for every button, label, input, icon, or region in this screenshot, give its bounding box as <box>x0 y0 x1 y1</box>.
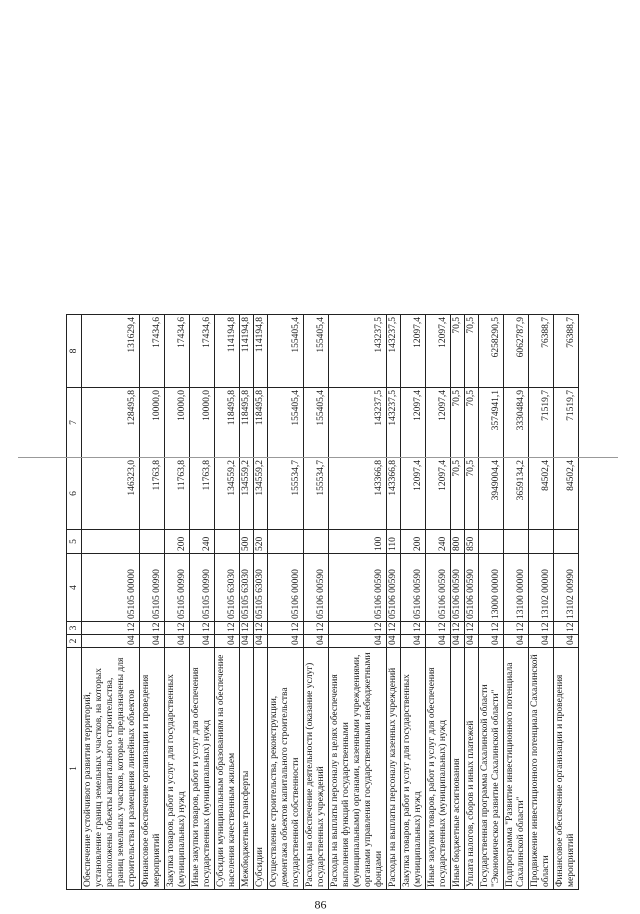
expense-type-code: 200 <box>401 530 426 554</box>
amount-col6: 11763,8 <box>190 458 215 530</box>
amount-col7: 118495,8 <box>240 388 254 458</box>
target-article-code: 13102 00990 <box>554 554 579 622</box>
row-name: Осуществление строительства, реконструкции, демонтажа объектов капитального строительства государственной собственности <box>268 648 304 890</box>
target-article-code: 05106 00590 <box>387 554 401 622</box>
row-name: Подпрограмма "Развитие инвестиционного потенциала Сахалинской области" <box>504 648 529 890</box>
target-article-code: 13000 00000 <box>479 554 504 622</box>
amount-col7: 10000,0 <box>140 388 165 458</box>
row-name: Расходы на выплаты персоналу в целях обеспечения выполнения функций государственными (муниципальными) органами, казенными учреждениями, органами управления государственными внебюджетными фондами <box>329 648 387 890</box>
section-code: 04 <box>529 635 554 648</box>
section-code: 04 <box>387 635 401 648</box>
target-article-code: 13100 00000 <box>504 554 529 622</box>
expense-type-code: 200 <box>165 530 190 554</box>
table-row <box>140 315 165 890</box>
amount-col6: 134559,2 <box>215 458 240 530</box>
row-name: Обеспечение устойчивого развития территорий, установление границ земельных участков, на которых расположены объекты капитального строительства, границ земельных участков, которые предназначены для строительства и размещения линейных объектов <box>82 648 140 890</box>
header-cell: 5 <box>67 530 82 554</box>
row-name: Субсидии муниципальным образованиям на обеспечение населения качественным жильем <box>215 648 240 890</box>
row-name: Иные закупки товаров, работ и услуг для обеспечения государственных (муниципальных) нужд <box>190 648 215 890</box>
page-number: 86 <box>314 897 326 912</box>
subsection-code: 12 <box>254 622 268 635</box>
amount-col7: 155405,4 <box>268 388 304 458</box>
target-article-code: 05106 00590 <box>329 554 387 622</box>
table-row <box>401 315 426 890</box>
section-code: 04 <box>82 635 140 648</box>
expense-type-code: 110 <box>387 530 401 554</box>
amount-col8: 12097,4 <box>401 315 426 388</box>
amount-col7: 70,5 <box>465 388 479 458</box>
target-article-code: 13102 00000 <box>529 554 554 622</box>
section-code: 04 <box>240 635 254 648</box>
amount-col7: 12097,4 <box>426 388 451 458</box>
section-code: 04 <box>451 635 465 648</box>
table-row <box>529 315 554 890</box>
target-article-code: 05105 63030 <box>254 554 268 622</box>
amount-col6: 70,5 <box>465 458 479 530</box>
amount-col6: 3949004,4 <box>479 458 504 530</box>
section-code: 04 <box>254 635 268 648</box>
amount-col8: 114194,8 <box>254 315 268 388</box>
section-code: 04 <box>504 635 529 648</box>
expense-type-code <box>554 530 579 554</box>
section-code: 04 <box>554 635 579 648</box>
target-article-code: 05106 00590 <box>451 554 465 622</box>
amount-col8: 6062787,9 <box>504 315 529 388</box>
amount-col8: 114194,8 <box>215 315 240 388</box>
row-name: Расходы на выплаты персоналу казенных учреждений <box>387 648 401 890</box>
table-row <box>554 315 579 890</box>
amount-col8: 12097,4 <box>426 315 451 388</box>
row-name: Уплата налогов, сборов и иных платежей <box>465 648 479 890</box>
amount-col6: 134559,2 <box>240 458 254 530</box>
section-code: 04 <box>268 635 304 648</box>
amount-col8: 143237,5 <box>329 315 387 388</box>
table-row <box>426 315 451 890</box>
amount-col6: 70,5 <box>451 458 465 530</box>
target-article-code: 05105 00990 <box>190 554 215 622</box>
table-row <box>451 315 465 890</box>
row-name: Иные бюджетные ассигнования <box>451 648 465 890</box>
table-row <box>215 315 240 890</box>
expense-type-code <box>215 530 240 554</box>
amount-col6: 3659134,2 <box>504 458 529 530</box>
table-row <box>465 315 479 890</box>
amount-col6: 84502,4 <box>554 458 579 530</box>
section-code: 04 <box>465 635 479 648</box>
amount-col7: 71519,7 <box>529 388 554 458</box>
amount-col8: 70,5 <box>451 315 465 388</box>
expense-type-code: 500 <box>240 530 254 554</box>
header-cell: 7 <box>67 388 82 458</box>
subsection-code: 12 <box>329 622 387 635</box>
table-row <box>82 315 140 890</box>
amount-col8: 17434,6 <box>140 315 165 388</box>
header-cell: 8 <box>67 315 82 388</box>
expense-type-code <box>268 530 304 554</box>
expense-type-code: 520 <box>254 530 268 554</box>
table-row <box>268 315 304 890</box>
amount-col7: 10000,0 <box>165 388 190 458</box>
target-article-code: 05105 00000 <box>82 554 140 622</box>
section-code: 04 <box>426 635 451 648</box>
table-row <box>504 315 529 890</box>
header-cell: 6 <box>67 458 82 530</box>
section-code: 04 <box>140 635 165 648</box>
table-header-row <box>67 315 82 890</box>
expense-type-code <box>479 530 504 554</box>
amount-col7: 10000,0 <box>190 388 215 458</box>
subsection-code: 12 <box>304 622 329 635</box>
header-cell: 1 <box>67 648 82 890</box>
expense-type-code: 850 <box>465 530 479 554</box>
amount-col7: 143237,5 <box>387 388 401 458</box>
row-name: Закупка товаров, работ и услуг для государственных (муниципальных) нужд <box>401 648 426 890</box>
row-name: Государственная программа Сахалинской области "Экономическое развитие Сахалинской области" <box>479 648 504 890</box>
table-row <box>479 315 504 890</box>
subsection-code: 12 <box>479 622 504 635</box>
amount-col7: 70,5 <box>451 388 465 458</box>
header-cell: 3 <box>67 622 82 635</box>
amount-col7: 118495,8 <box>254 388 268 458</box>
amount-col8: 70,5 <box>465 315 479 388</box>
target-article-code: 05106 00590 <box>465 554 479 622</box>
target-article-code: 05106 00590 <box>426 554 451 622</box>
subsection-code: 12 <box>465 622 479 635</box>
section-code: 04 <box>215 635 240 648</box>
row-name: Расходы на обеспечение деятельности (оказание услуг) государственных учреждений <box>304 648 329 890</box>
subsection-code: 12 <box>268 622 304 635</box>
amount-col8: 114194,8 <box>240 315 254 388</box>
amount-col7: 143237,5 <box>329 388 387 458</box>
amount-col8: 6258290,5 <box>479 315 504 388</box>
amount-col8: 155405,4 <box>304 315 329 388</box>
target-article-code: 05105 63030 <box>215 554 240 622</box>
amount-col8: 17434,6 <box>165 315 190 388</box>
row-name: Финансовое обеспечение организации и проведения мероприятий <box>554 648 579 890</box>
expense-type-code <box>504 530 529 554</box>
amount-col6: 143366,8 <box>387 458 401 530</box>
expense-type-code: 800 <box>451 530 465 554</box>
row-name: Субсидии <box>254 648 268 890</box>
amount-col8: 155405,4 <box>268 315 304 388</box>
subsection-code: 12 <box>387 622 401 635</box>
fold-line <box>18 457 618 458</box>
amount-col7: 3574941,1 <box>479 388 504 458</box>
table-row <box>165 315 190 890</box>
expense-type-code: 240 <box>190 530 215 554</box>
amount-col6: 12097,4 <box>426 458 451 530</box>
subsection-code: 12 <box>165 622 190 635</box>
section-code: 04 <box>304 635 329 648</box>
budget-table-wrapper <box>66 314 579 890</box>
amount-col7: 128495,8 <box>82 388 140 458</box>
budget-table <box>66 314 579 890</box>
subsection-code: 12 <box>190 622 215 635</box>
row-name: Продвижение инвестиционного потенциала Сахалинской области <box>529 648 554 890</box>
amount-col7: 71519,7 <box>554 388 579 458</box>
table-row <box>387 315 401 890</box>
section-code: 04 <box>479 635 504 648</box>
amount-col6: 155534,7 <box>268 458 304 530</box>
subsection-code: 12 <box>240 622 254 635</box>
target-article-code: 05106 00590 <box>304 554 329 622</box>
amount-col8: 17434,6 <box>190 315 215 388</box>
target-article-code: 05105 63030 <box>240 554 254 622</box>
amount-col6: 143366,8 <box>329 458 387 530</box>
expense-type-code <box>529 530 554 554</box>
subsection-code: 12 <box>215 622 240 635</box>
row-name: Межбюджетные трансферты <box>240 648 254 890</box>
amount-col7: 3330484,9 <box>504 388 529 458</box>
subsection-code: 12 <box>401 622 426 635</box>
section-code: 04 <box>401 635 426 648</box>
section-code: 04 <box>329 635 387 648</box>
section-code: 04 <box>165 635 190 648</box>
table-row <box>304 315 329 890</box>
amount-col6: 11763,8 <box>165 458 190 530</box>
table-row <box>190 315 215 890</box>
amount-col6: 155534,7 <box>304 458 329 530</box>
amount-col6: 12097,4 <box>401 458 426 530</box>
target-article-code: 05105 00990 <box>165 554 190 622</box>
subsection-code: 12 <box>529 622 554 635</box>
expense-type-code <box>140 530 165 554</box>
table-row <box>240 315 254 890</box>
table-row <box>254 315 268 890</box>
amount-col6: 134559,2 <box>254 458 268 530</box>
amount-col7: 12097,4 <box>401 388 426 458</box>
row-name: Финансовое обеспечение организации и проведения мероприятий <box>140 648 165 890</box>
amount-col6: 146323,0 <box>82 458 140 530</box>
amount-col8: 76388,7 <box>529 315 554 388</box>
subsection-code: 12 <box>82 622 140 635</box>
table-body <box>82 315 579 890</box>
table-row <box>329 315 387 890</box>
section-code: 04 <box>190 635 215 648</box>
header-cell: 2 <box>67 635 82 648</box>
row-name: Иные закупки товаров, работ и услуг для обеспечения государственных (муниципальных) нужд <box>426 648 451 890</box>
row-name: Закупка товаров, работ и услуг для государственных (муниципальных) нужд <box>165 648 190 890</box>
subsection-code: 12 <box>504 622 529 635</box>
amount-col6: 84502,4 <box>529 458 554 530</box>
expense-type-code <box>304 530 329 554</box>
amount-col6: 11763,8 <box>140 458 165 530</box>
subsection-code: 12 <box>451 622 465 635</box>
target-article-code: 05105 00990 <box>140 554 165 622</box>
amount-col8: 76388,7 <box>554 315 579 388</box>
expense-type-code: 240 <box>426 530 451 554</box>
amount-col7: 155405,4 <box>304 388 329 458</box>
expense-type-code: 100 <box>329 530 387 554</box>
target-article-code: 05106 00590 <box>401 554 426 622</box>
header-cell: 4 <box>67 554 82 622</box>
subsection-code: 12 <box>554 622 579 635</box>
amount-col8: 131629,4 <box>82 315 140 388</box>
expense-type-code <box>82 530 140 554</box>
subsection-code: 12 <box>426 622 451 635</box>
amount-col7: 118495,8 <box>215 388 240 458</box>
subsection-code: 12 <box>140 622 165 635</box>
target-article-code: 05106 00000 <box>268 554 304 622</box>
amount-col8: 143237,5 <box>387 315 401 388</box>
